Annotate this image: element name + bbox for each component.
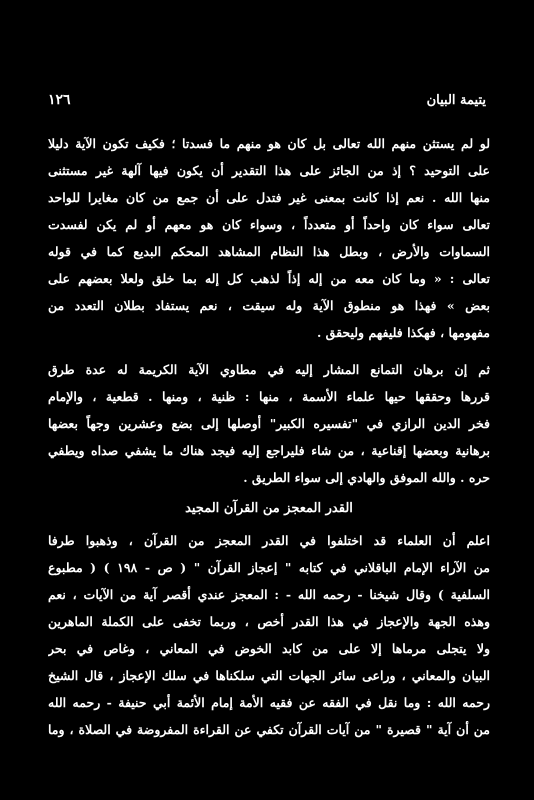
text-line: على التوحيد ؟ إذ من الجائز على هذا التقدير أن يكون فيها آلهة غير مستثنى	[48, 163, 490, 178]
text-line: السماوات والأرض ، وبطل هذا النظام المشاهد المحكم البديع كما في قوله	[48, 244, 490, 259]
page-number: ١٢٦	[48, 92, 71, 108]
paragraph-3	[48, 527, 490, 743]
text-line: من الآراء الإمام الباقلاني في كتابه " إعجاز القرآن " ( ص - ١٩٨ ) ( مطبوع	[48, 560, 490, 575]
running-header	[48, 92, 490, 116]
paragraph-2	[48, 356, 490, 491]
text-line: بعض » فهذا هو منطوق الآية وله سيقت ، نعم يستفاد بطلان التعدد من	[48, 298, 490, 313]
text-line: من أن آية " قصيرة " من آيات القرآن تكفي عن القراءة المفروضة في الصلاة ، وما	[48, 722, 490, 737]
text-line: ولا يتجلى مرماها إلا على من كابد الخوض في المعاني ، وغاص في بحر	[48, 641, 490, 656]
book-title: يتيمة البيان	[426, 93, 486, 108]
text-line: ثم إن برهان التمانع المشار إليه في مطاوي الآية الكريمة له عدة طرق	[48, 362, 490, 377]
text-line: لو لم يستثن منهم الله تعالى بل كان هو منهم ما فسدتا ؛ فكيف تكون الآية دليلا	[48, 136, 490, 151]
text-line: برهانية وبعضها إقناعية ، من شاء فليراجع إليه فيجد هناك ما يشفي صداه ويطفي	[48, 443, 490, 458]
text-line: قررها وحققها حيها علماء الأسمة ، منها : ظنية ، ومنها . قطعية ، والإمام	[48, 389, 490, 404]
text-line: رحمه الله : وما نقل في الفقه عن فقيه الأمة إمام الأئمة أبي حنيفة - رحمه الله	[48, 695, 490, 710]
text-line: تعالى سواء كان واحداً أو متعدداً ، وسواء كان هو معهم أو لم يكن لفسدت	[48, 217, 490, 232]
text-line: منها الله . نعم إذا كانت بمعنى غير فتدل على أن جمع من كان مغايرا للواحد	[48, 190, 490, 205]
text-line: تعالى : « وما كان معه من إله إذاً لذهب كل إله بما خلق ولعلا بعضهم على	[48, 271, 490, 286]
text-line: اعلم أن العلماء قد اختلفوا في القدر المعجز من القرآن ، وذهبوا طرفا	[48, 533, 490, 548]
text-line: البيان والمعاني ، وراعى سائر الجهات التي سلكناها في سلك الإعجاز ، قال الشيخ	[48, 668, 490, 683]
text-line: مفهومها ، فهكذا فليفهم وليحقق .	[316, 325, 490, 340]
text-line: حره . والله الموفق والهادي إلى سواء الطريق .	[243, 470, 490, 485]
paragraph-1	[48, 130, 490, 346]
text-line: فخر الدين الرازي في "تفسيره الكبير" أوصلها إلى بضع وعشرين وجهاً بعضها	[48, 416, 490, 431]
section-heading: القدر المعجز من القرآن المجيد	[185, 501, 353, 516]
text-line: السلفية ) وقال شيخنا - رحمه الله - : المعجز عندي أقصر آية من الآيات ، نعم	[48, 587, 490, 602]
book-page	[48, 92, 490, 743]
text-line: وهذه الجهة والإعجاز في هذا القدر أخص ، وربما تخفى على الكملة الماهرين	[48, 614, 490, 629]
